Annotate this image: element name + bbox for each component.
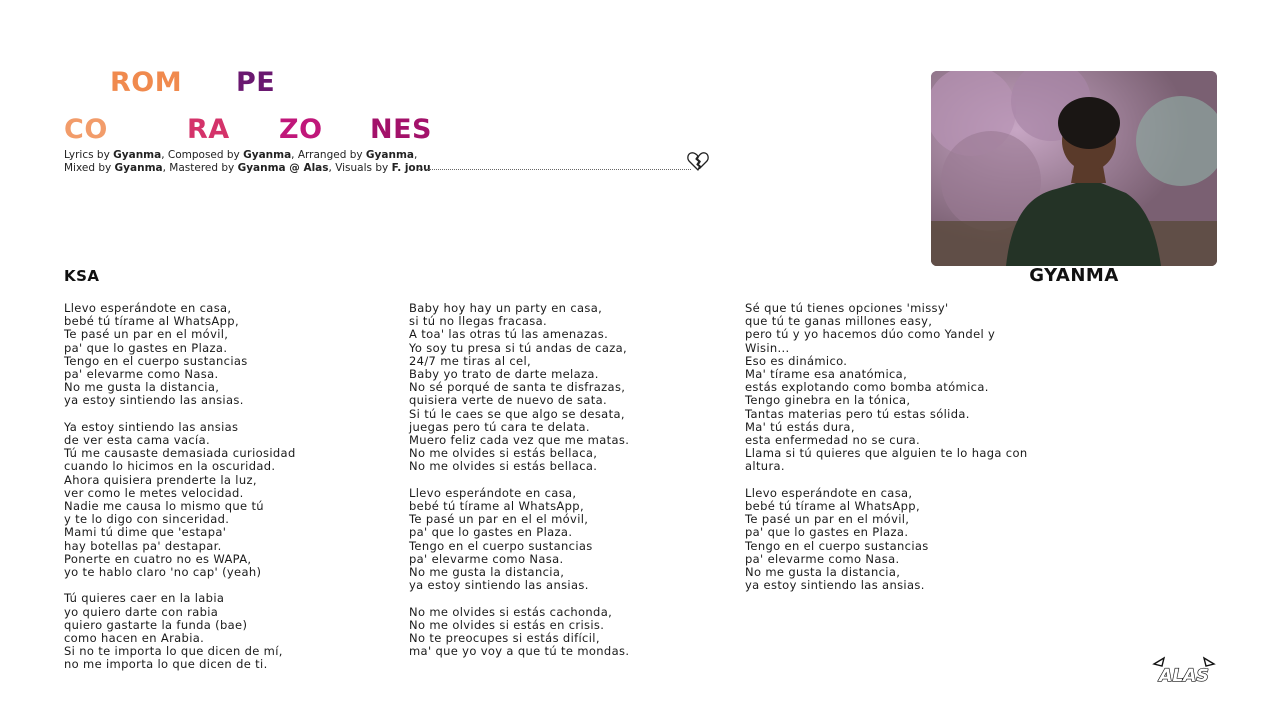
title-word-co: CO [64, 114, 108, 145]
lyrics-stanza [409, 487, 629, 593]
lyric-line: quisiera verte de nuevo de sata. [409, 393, 607, 408]
lyric-line: Baby yo trato de darte melaza. [409, 367, 599, 382]
lyric-line: juegas pero tú cara te delata. [409, 419, 590, 434]
lyric-line: pa' que lo gastes en Plaza. [64, 340, 228, 355]
alas-logo-icon [1150, 654, 1218, 686]
credit-segment: , [413, 149, 418, 161]
lyric-line: Baby hoy hay un party en casa, [409, 301, 603, 315]
lyric-line: altura. [745, 459, 785, 474]
lyric-line: pa' que lo gastes en Plaza. [745, 525, 909, 540]
credit-segment: Lyrics by [64, 149, 114, 161]
lyric-line: Te pasé un par en el el móvil, [409, 512, 589, 527]
lyric-line: Ponerte en cuatro no es WAPA, [64, 551, 252, 566]
lyric-line: bebé tú tírame al WhatsApp, [745, 499, 920, 514]
lyrics-column-2 [409, 302, 629, 672]
lyric-line: Wisin... [745, 340, 790, 355]
logo-text: ALAS [1159, 666, 1209, 686]
title-word-rom: ROM [110, 67, 183, 98]
lyric-line: No sé porqué de santa te disfrazas, [409, 380, 626, 395]
title-word-nes: NES [370, 114, 432, 145]
credit-segment: Gyanma [113, 149, 162, 161]
lyrics-column-3 [745, 302, 1027, 606]
lyric-line: yo quiero darte con rabia [64, 604, 219, 619]
photo-illustration [931, 71, 1217, 266]
credit-segment: , Composed by [161, 149, 244, 161]
title-word-pe: PE [236, 67, 276, 98]
lyrics-stanza [64, 302, 296, 408]
artist-photo [931, 71, 1217, 266]
lyric-line: pero tú y yo hacemos dúo como Yandel y [745, 327, 996, 342]
lyrics-stanza [64, 592, 296, 671]
credit-segment: , Visuals by [328, 162, 392, 174]
credit-segment: , Arranged by [291, 149, 366, 161]
artist-name: GYANMA [1029, 265, 1119, 286]
lyric-line: Te pasé un par en el móvil, [745, 512, 910, 527]
lyric-line: ver como le metes velocidad. [64, 485, 244, 500]
lyric-line: yo te hablo claro 'no cap' (yeah) [64, 565, 262, 580]
lyric-line: estás explotando como bomba atómica. [745, 380, 989, 395]
lyric-line: Ma' tírame esa anatómica, [745, 367, 908, 382]
credit-segment: Gyanma [365, 149, 414, 161]
lyric-line: cuando lo hicimos en la oscuridad. [64, 459, 276, 474]
lyric-line: Tengo en el cuerpo sustancias [409, 538, 593, 553]
lyric-line: bebé tú tírame al WhatsApp, [64, 314, 239, 329]
lyric-line: No me gusta la distancia, [64, 380, 220, 395]
lyric-line: no me importa lo que dicen de ti. [64, 657, 268, 672]
lyric-line: Llevo esperándote en casa, [64, 301, 232, 315]
lyric-line: ya estoy sintiendo las ansias. [745, 578, 925, 593]
lyric-line: quiero gastarte la funda (bae) [64, 617, 248, 632]
lyric-line: Llevo esperándote en casa, [409, 485, 577, 500]
lyrics-stanza [64, 421, 296, 579]
lyrics-stanza [409, 302, 629, 474]
lyric-line: No me gusta la distancia, [745, 565, 901, 580]
lyric-line: No me olvides si estás en crisis. [409, 617, 605, 632]
lyrics-stanza [745, 302, 1027, 474]
title-word-zo: ZO [279, 114, 323, 145]
lyrics-stanza [409, 606, 629, 659]
lyric-line: esta enfermedad no se cura. [745, 433, 921, 448]
lyric-line: No me gusta la distancia, [409, 565, 565, 580]
lyric-line: de ver esta cama vacía. [64, 433, 210, 448]
song-label: KSA [64, 267, 100, 285]
lyric-line: Eso es dinámico. [745, 353, 848, 368]
lyric-line: Nadie me causa lo mismo que tú [64, 499, 264, 514]
lyric-line: Tengo en el cuerpo sustancias [64, 353, 248, 368]
lyric-line: pa' elevarme como Nasa. [64, 367, 219, 382]
lyric-line: Llevo esperándote en casa, [745, 485, 913, 500]
lyric-line: si tú no llegas fracasa. [409, 314, 548, 329]
lyric-line: No te preocupes si estás difícil, [409, 631, 600, 646]
lyric-line: No me olvides si estás bellaca. [409, 459, 598, 474]
lyric-line: como hacen en Arabia. [64, 631, 205, 646]
credit-segment: , Mastered by [162, 162, 238, 174]
lyric-line: Tengo ginebra en la tónica, [745, 393, 911, 408]
lyric-line: bebé tú tírame al WhatsApp, [409, 499, 584, 514]
lyric-line: 24/7 me tiras al cel, [409, 353, 532, 368]
lyric-line: Te pasé un par en el móvil, [64, 327, 229, 342]
credits-line-1 [64, 149, 704, 162]
lyric-line: Ya estoy sintiendo las ansias [64, 419, 239, 434]
lyric-line: pa' elevarme como Nasa. [409, 551, 564, 566]
lyric-line: No me olvides si estás cachonda, [409, 604, 613, 619]
broken-heart-icon [686, 150, 710, 172]
lyric-line: ya estoy sintiendo las ansias. [64, 393, 244, 408]
credit-segment: Gyanma [114, 162, 163, 174]
lyric-line: ma' que yo voy a que tú te mondas. [409, 644, 630, 659]
lyric-line: Ma' tú estás dura, [745, 419, 855, 434]
lyric-line: hay botellas pa' destapar. [64, 538, 222, 553]
credit-segment: Mixed by [64, 162, 115, 174]
lyric-line: Si no te importa lo que dicen de mí, [64, 644, 283, 659]
dotted-leader [419, 169, 691, 170]
credits [64, 149, 704, 175]
lyric-line: Llama si tú quieres que alguien te lo haga con [745, 446, 1028, 461]
lyric-line: Si tú le caes se que algo se desata, [409, 406, 625, 421]
lyric-line: Sé que tú tienes opciones 'missy' [745, 301, 949, 315]
lyric-line: No me olvides si estás bellaca, [409, 446, 598, 461]
lyric-line: Muero feliz cada vez que me matas. [409, 433, 630, 448]
lyrics-column-1 [64, 302, 296, 685]
lyric-line: Yo soy tu presa si tú andas de caza, [409, 340, 628, 355]
lyric-line: que tú te ganas millones easy, [745, 314, 933, 329]
credit-segment: F. jonu [391, 162, 431, 174]
lyric-line: Tú quieres caer en la labia [64, 591, 225, 606]
lyric-line: Tantas materias pero tú estas sólida. [745, 406, 970, 421]
lyric-line: pa' que lo gastes en Plaza. [409, 525, 573, 540]
lyric-line: Ahora quisiera prenderte la luz, [64, 472, 257, 487]
lyric-line: y te lo digo con sinceridad. [64, 512, 230, 527]
lyric-line: Mami tú dime que 'estapa' [64, 525, 227, 540]
lyric-line: Tú me causaste demasiada curiosidad [64, 446, 296, 461]
credit-segment: Gyanma [243, 149, 292, 161]
lyric-line: A toa' las otras tú las amenazas. [409, 327, 609, 342]
credit-segment: Gyanma @ Alas [237, 162, 329, 174]
title-word-ra: RA [187, 114, 230, 145]
lyric-line: pa' elevarme como Nasa. [745, 551, 900, 566]
lyric-line: ya estoy sintiendo las ansias. [409, 578, 589, 593]
lyric-line: Tengo en el cuerpo sustancias [745, 538, 929, 553]
lyrics-stanza [745, 487, 1027, 593]
